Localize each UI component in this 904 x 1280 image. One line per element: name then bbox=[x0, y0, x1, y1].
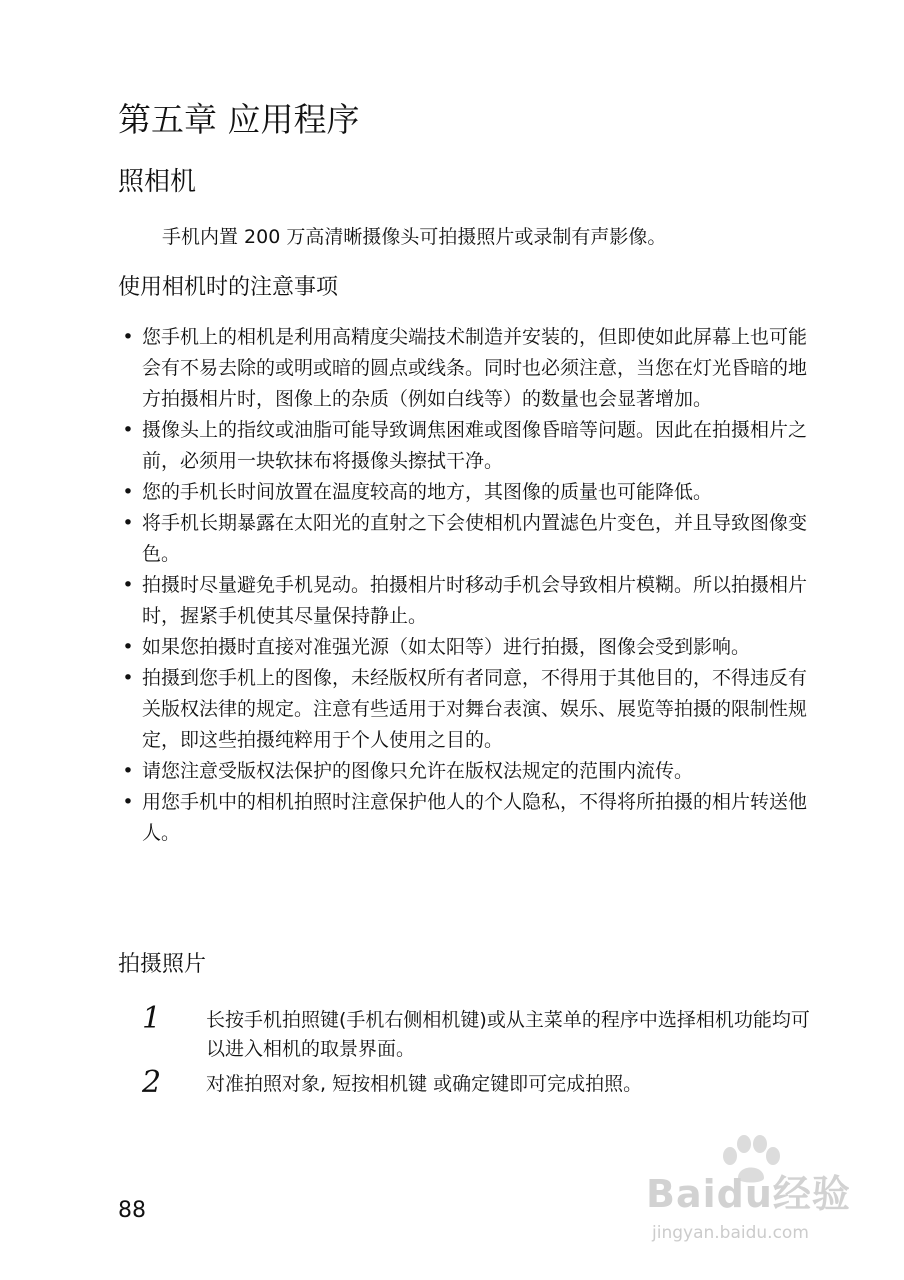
note-text: 您的手机长时间放置在温度较高的地方，其图像的质量也可能降低。 bbox=[142, 481, 713, 503]
note-text: 请您注意受版权法保护的图像只允许在版权法规定的范围内流传。 bbox=[142, 760, 694, 782]
bullet: • bbox=[122, 667, 134, 689]
note-text: 拍摄时尽量避免手机晃动。拍摄相片时移动手机会导致相片模糊。所以拍摄相片时，握紧手机使其尽量保持静止。 bbox=[142, 574, 808, 627]
note-item bbox=[118, 415, 818, 477]
section-title: 照相机 bbox=[118, 167, 197, 197]
note-text: 如果您拍摄时直接对准强光源（如太阳等）进行拍摄，图像会受到影响。 bbox=[142, 636, 751, 658]
note-item bbox=[118, 756, 818, 787]
step-number: 1 bbox=[142, 1001, 162, 1036]
intro-paragraph: 手机内置 200 万高清晰摄像头可拍摄照片或录制有声影像。 bbox=[162, 226, 667, 248]
bullet: • bbox=[122, 760, 134, 782]
note-text: 将手机长期暴露在太阳光的直射之下会使相机内置滤色片变色，并且导致图像变色。 bbox=[142, 512, 808, 565]
note-item bbox=[118, 663, 818, 756]
step-number: 2 bbox=[142, 1065, 162, 1100]
note-item bbox=[118, 322, 818, 415]
note-text: 用您手机中的相机拍照时注意保护他人的个人隐私，不得将所拍摄的相片转送他人。 bbox=[142, 791, 808, 844]
note-item bbox=[118, 787, 818, 849]
note-text: 拍摄到您手机上的图像，未经版权所有者同意，不得用于其他目的，不得违反有关版权法律的规定。注意有些适用于对舞台表演、娱乐、展览等拍摄的限制性规定，即这些拍摄纯粹用于个人使用之目的。 bbox=[142, 667, 808, 751]
bullet: • bbox=[122, 419, 134, 441]
note-item bbox=[118, 508, 818, 570]
notes-list bbox=[118, 322, 818, 849]
notes-title: 使用相机时的注意事项 bbox=[118, 275, 339, 300]
chapter-title: 第五章 应用程序 bbox=[118, 100, 360, 139]
baidu-watermark bbox=[636, 1134, 872, 1252]
note-text: 您手机上的相机是利用高精度尖端技术制造并安装的，但即使如此屏幕上也可能会有不易去除的或明或暗的圆点或线条。同时也必须注意，当您在灯光昏暗的地方拍摄相片时，图像上的杂质（例如白线等）的数量也会显著增加。 bbox=[142, 326, 808, 410]
step-item bbox=[118, 1065, 828, 1100]
steps-list bbox=[118, 1001, 828, 1105]
step-text: 对准拍照对象, 短按相机键 或确定键即可完成拍照。 bbox=[206, 1073, 643, 1095]
bullet: • bbox=[122, 512, 134, 534]
bullet: • bbox=[122, 326, 134, 348]
steps-title: 拍摄照片 bbox=[118, 952, 207, 977]
note-item bbox=[118, 632, 818, 663]
step-item bbox=[118, 1001, 828, 1064]
note-item bbox=[118, 570, 818, 632]
bullet: • bbox=[122, 574, 134, 596]
bullet: • bbox=[122, 636, 134, 658]
bullet: • bbox=[122, 481, 134, 503]
bullet: • bbox=[122, 791, 134, 813]
watermark-site: jingyan.baidu.com bbox=[652, 1223, 809, 1243]
note-item bbox=[118, 477, 818, 508]
step-text: 长按手机拍照键(手机右侧相机键)或从主菜单的程序中选择相机功能均可以进入相机的取景界面。 bbox=[206, 1009, 810, 1060]
note-text: 摄像头上的指纹或油脂可能导致调焦困难或图像昏暗等问题。因此在拍摄相片之前，必须用一块软抹布将摄像头擦拭干净。 bbox=[142, 419, 808, 472]
watermark-brand: Baidu经验 bbox=[646, 1172, 851, 1216]
page-number: 88 bbox=[118, 1198, 146, 1223]
